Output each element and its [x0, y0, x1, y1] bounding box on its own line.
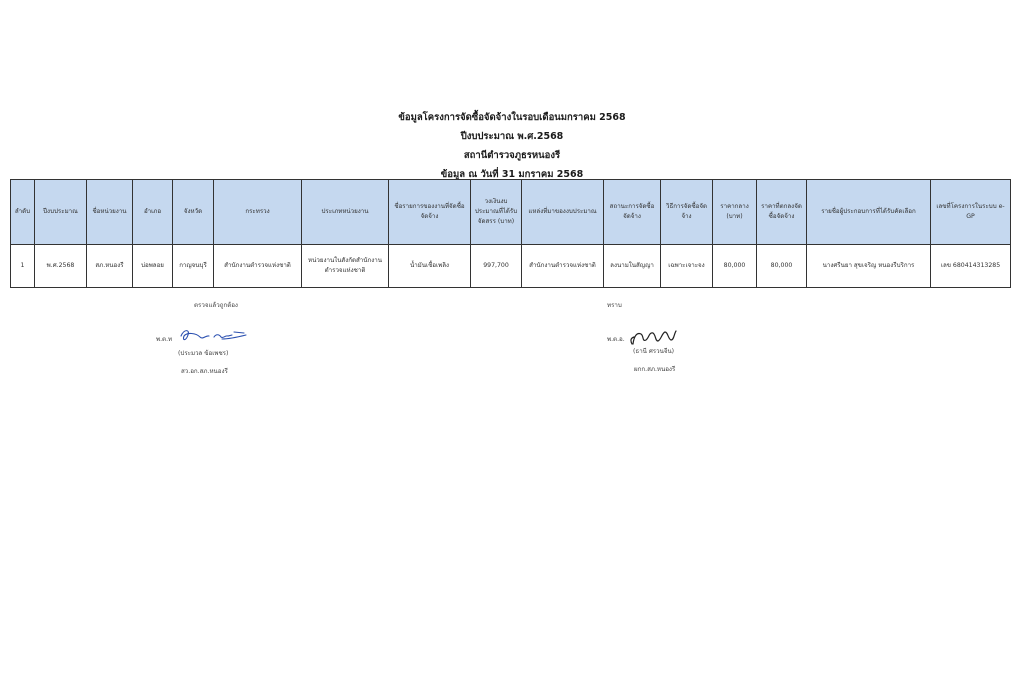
right-signature-caption: ทราบ: [607, 302, 622, 309]
as-of-date: ข้อมูล ณ วันที่ 31 มกราคม 2568: [440, 169, 584, 180]
col-header-order: ลำดับ: [11, 180, 35, 245]
col-header-item-name: ชื่อรายการของงานที่จัดซื้อจัดจ้าง: [389, 180, 471, 245]
col-header-ministry: กระทรวง: [214, 180, 302, 245]
document-header: [0, 108, 1024, 184]
col-header-egp-number: เลขที่โครงการในระบบ e-GP: [931, 180, 1011, 245]
right-handwritten-signature: [628, 326, 692, 348]
cell-ministry: สำนักงานตำรวจแห่งชาติ: [214, 245, 302, 288]
cell-agency-type: หน่วยงานในสังกัดสำนักงานตำรวจแห่งชาติ: [302, 245, 389, 288]
col-header-vendor: รายชื่อผู้ประกอบการที่ได้รับคัดเลือก: [807, 180, 931, 245]
cell-province: กาญจนบุรี: [173, 245, 214, 288]
cell-budget-source: สำนักงานตำรวจแห่งชาติ: [522, 245, 604, 288]
col-header-province: จังหวัด: [173, 180, 214, 245]
col-header-median-price: ราคากลาง (บาท): [713, 180, 757, 245]
cell-vendor: นางศรีนยา สุขเจริญ หนองรีบริการ: [807, 245, 931, 288]
col-header-agency-type: ประเภทหน่วยงาน: [302, 180, 389, 245]
cell-egp-number: เลข 680414313285: [931, 245, 1011, 288]
cell-item-name: น้ำมันเชื้อเพลิง: [389, 245, 471, 288]
left-signature-position: สว.อก.สภ.หนองรี: [181, 368, 228, 375]
cell-district: บ่อพลอย: [133, 245, 173, 288]
table-row: [11, 245, 1011, 288]
col-header-agency: ชื่อหน่วยงาน: [87, 180, 133, 245]
cell-agency: สภ.หนองรี: [87, 245, 133, 288]
cell-order: 1: [11, 245, 35, 288]
right-signature-rank: พ.ต.อ.: [607, 336, 625, 343]
cell-fiscal-year: พ.ศ.2568: [35, 245, 87, 288]
cell-median-price: 80,000: [713, 245, 757, 288]
col-header-district: อำเภอ: [133, 180, 173, 245]
right-signature-name: (ธานี ศรวนจีน): [633, 348, 675, 355]
right-signature-position: ผกก.สภ.หนองรี: [634, 366, 676, 373]
left-signature-rank: พ.ต.ท: [156, 336, 173, 343]
col-header-budget: วงเงินงบประมาณที่ได้รับจัดสรร (บาท): [471, 180, 522, 245]
cell-budget: 997,700: [471, 245, 522, 288]
left-signature-name: (ประมวล ข้อเพชร): [178, 350, 229, 357]
left-signature-caption: ตรวจแล้วถูกต้อง: [194, 302, 238, 309]
col-header-agreed-price: ราคาที่ตกลงจัดซื้อจัดจ้าง: [757, 180, 807, 245]
cell-agreed-price: 80,000: [757, 245, 807, 288]
fiscal-year-line: ปีงบประมาณ พ.ศ.2568: [460, 131, 564, 142]
col-header-budget-source: แหล่งที่มาของงบประมาณ: [522, 180, 604, 245]
station-name: สถานีตำรวจภูธรหนองรี: [463, 150, 561, 161]
document-title: ข้อมูลโครงการจัดซื้อจัดจ้างในรอบเดือนมกราคม 2568: [398, 112, 626, 123]
col-header-status: สถานะการจัดซื้อจัดจ้าง: [604, 180, 661, 245]
cell-method: เฉพาะเจาะจง: [661, 245, 713, 288]
cell-status: ลงนามในสัญญา: [604, 245, 661, 288]
col-header-fiscal-year: ปีงบประมาณ: [35, 180, 87, 245]
table-header-row: [11, 180, 1011, 245]
procurement-table: [10, 179, 1011, 288]
col-header-method: วิธีการจัดซื้อจัดจ้าง: [661, 180, 713, 245]
left-handwritten-signature: [178, 326, 250, 344]
